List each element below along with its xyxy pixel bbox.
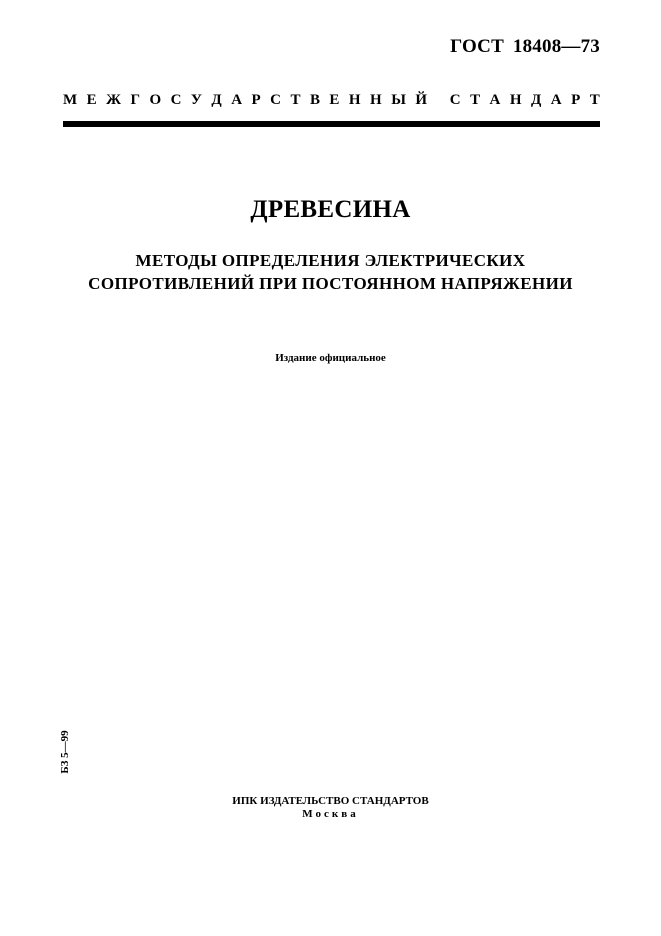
standard-type-letter: С bbox=[170, 92, 182, 108]
document-number: ГОСТ 18408—73 bbox=[450, 36, 600, 57]
standard-type-letter: Ж bbox=[106, 92, 121, 108]
standard-type-letter: О bbox=[149, 92, 162, 108]
standard-type-letter: А bbox=[550, 92, 562, 108]
standard-type-letter: Д bbox=[211, 92, 222, 108]
side-catalog-code: БЗ 5—99 bbox=[59, 730, 71, 774]
standard-type-letter: С bbox=[449, 92, 461, 108]
standard-type-letter: Е bbox=[329, 92, 340, 108]
subtitle-line-1: МЕТОДЫ ОПРЕДЕЛЕНИЯ ЭЛЕКТРИЧЕСКИХ bbox=[135, 251, 526, 270]
standard-type-letter: А bbox=[231, 92, 243, 108]
document-title: ДРЕВЕСИНА bbox=[250, 196, 411, 223]
subtitle-line-2: СОПРОТИВЛЕНИЙ ПРИ ПОСТОЯННОМ НАПРЯЖЕНИИ bbox=[88, 274, 573, 293]
standard-type-letter: Р bbox=[251, 92, 261, 108]
publisher-city: Москва bbox=[302, 808, 359, 820]
header-rule-divider bbox=[63, 121, 600, 127]
standard-type-letter: Г bbox=[130, 92, 140, 108]
word-gap bbox=[437, 92, 441, 109]
standard-type-letter: У bbox=[190, 92, 202, 108]
standard-type-letter: С bbox=[270, 92, 281, 108]
standard-type-letter: М bbox=[63, 92, 78, 108]
standard-type-letter: Н bbox=[348, 92, 361, 108]
standard-type-letter: А bbox=[489, 92, 501, 108]
standard-type-letter: Т bbox=[470, 92, 481, 108]
standard-type-letter: Ы bbox=[391, 92, 406, 108]
standard-type-letter: Р bbox=[571, 92, 581, 108]
standard-type-letter: Й bbox=[415, 92, 428, 108]
standard-type-letter: Т bbox=[589, 92, 600, 108]
standard-type-letter: Е bbox=[86, 92, 97, 108]
document-subtitle bbox=[0, 249, 661, 295]
standard-type-letter: Н bbox=[509, 92, 522, 108]
edition-label: Издание официальное bbox=[275, 352, 386, 364]
standard-type-letter: Н bbox=[370, 92, 382, 108]
standard-type-heading bbox=[63, 92, 600, 109]
standard-type-letter: Д bbox=[531, 92, 542, 108]
standard-type-letter: Т bbox=[290, 92, 301, 108]
publisher-name: ИПК ИЗДАТЕЛЬСТВО СТАНДАРТОВ bbox=[232, 795, 429, 807]
standard-type-letter: В bbox=[309, 92, 320, 108]
